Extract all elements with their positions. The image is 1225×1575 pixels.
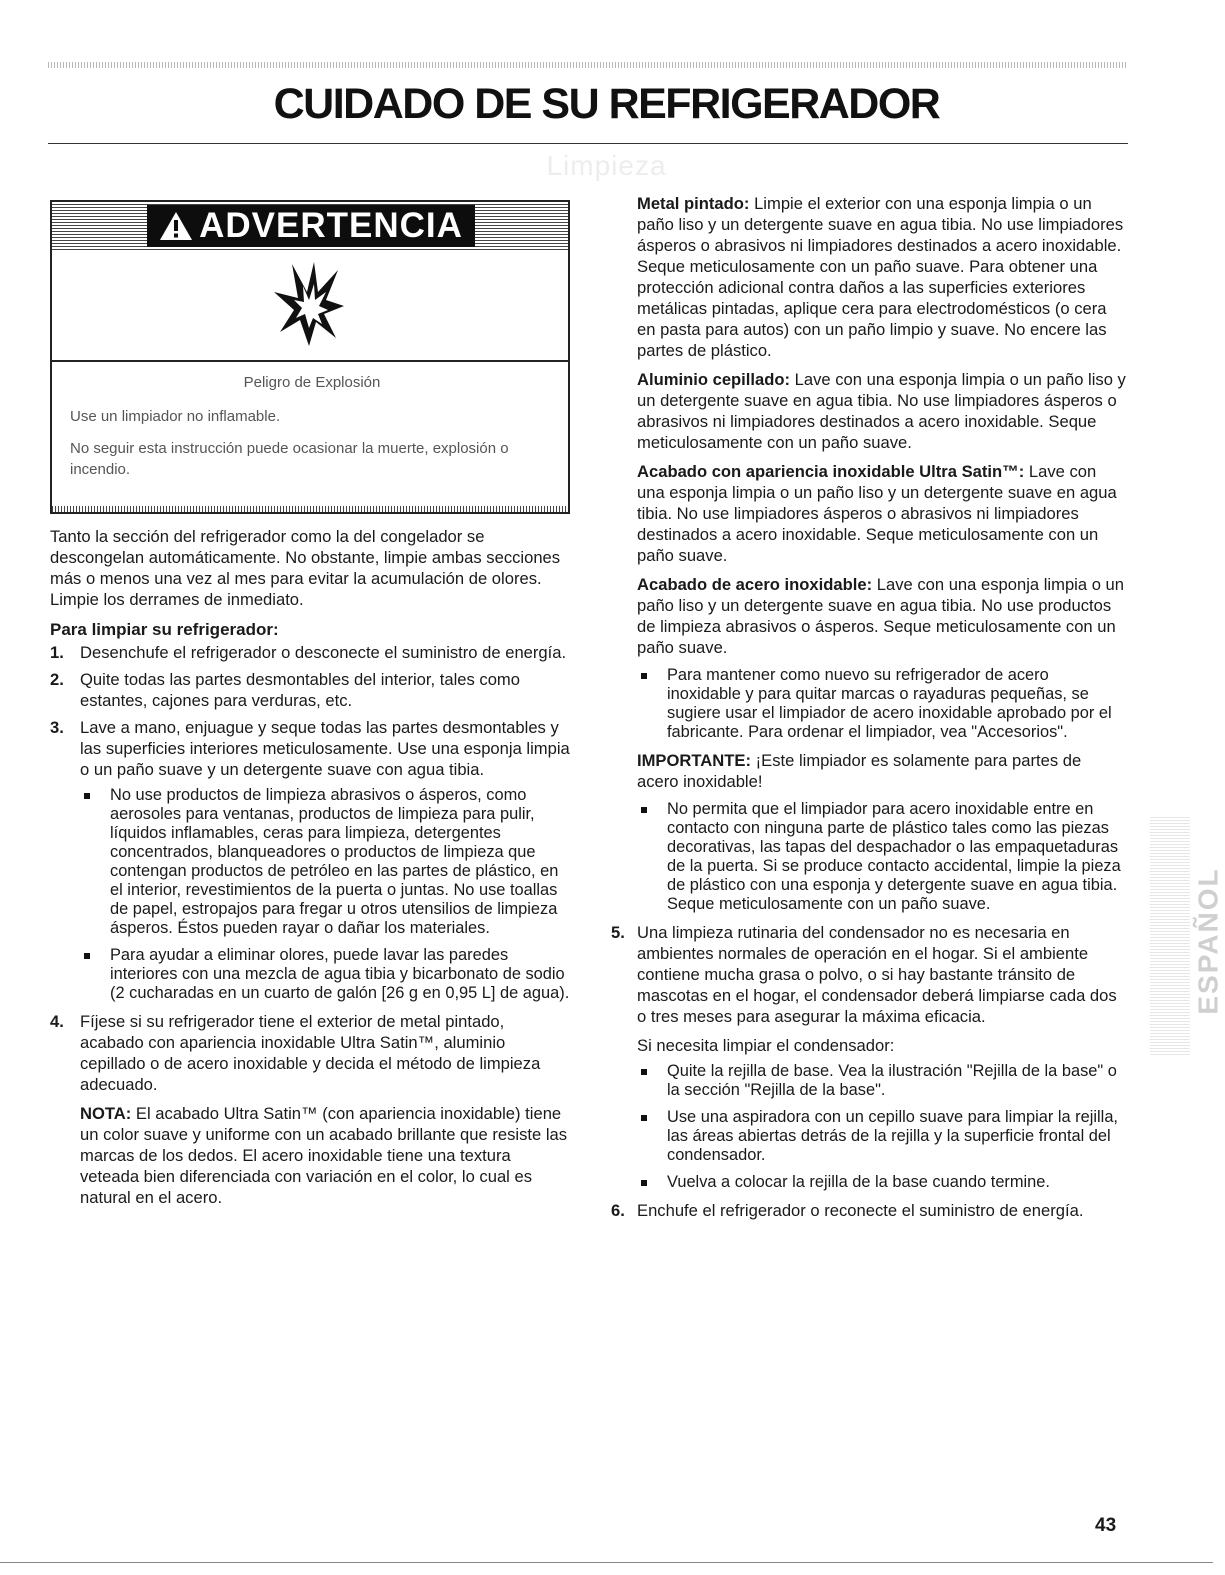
step-item xyxy=(50,669,570,711)
stainless-paragraph xyxy=(637,574,1127,658)
important-bullets xyxy=(637,800,1127,914)
warning-body xyxy=(52,362,568,506)
step-3-bullets xyxy=(80,786,570,1003)
condenser-subtext: Si necesita limpiar el condensador: xyxy=(637,1036,895,1055)
brushed-aluminum-label: Aluminio cepillado: xyxy=(637,370,791,389)
painted-metal-paragraph xyxy=(637,193,1127,361)
step-text: Quite todas las partes desmontables del interior, tales como estantes, cajones para verduras, etc. xyxy=(80,669,520,710)
left-column xyxy=(50,200,570,1214)
warning-hazard: Peligro de Explosión xyxy=(243,374,381,391)
bullet-item xyxy=(637,666,1127,742)
bottom-rule xyxy=(0,1562,1213,1563)
brushed-aluminum-text: Lave con una esponja limpia o un paño liso y un detergente suave en agua tibia. No use limpiadores ásperos o abrasivos ni limpiadores destinados a acero inoxidable. Seque meticulosamente con un paño suave. xyxy=(637,370,1126,452)
bullet-square-icon xyxy=(641,807,647,813)
warning-box xyxy=(50,200,570,514)
warning-triangle-icon xyxy=(159,211,193,241)
note-label: NOTA: xyxy=(80,1103,132,1123)
explosion-icon xyxy=(274,262,344,348)
warning-line-1: Use un limpiador no inflamable. xyxy=(70,408,281,425)
bullet-text: No use productos de limpieza abrasivos o ásperos, como aerosoles para ventanas, productos de limpieza para pulir, líquidos inflamables, ceras para limpieza, detergentes concentrados, blanqueadores o productos de limpieza que contengan productos de petróleo en las partes de plástico, en el interior, revestimientos de la puerta o juntas. No use toallas de papel, estropajos para fregar u otros utensilios de limpieza ásperos. Éstos pueden rayar o dañar los materiales. xyxy=(110,785,559,937)
step-number: 6. xyxy=(611,1201,625,1220)
bullet-text: Use una aspiradora con un cepillo suave para limpiar la rejilla, las áreas abiertas detrás de la rejilla y la superficie frontal del condensador. xyxy=(667,1108,1118,1164)
step-number: 4. xyxy=(50,1011,64,1031)
bullet-item xyxy=(637,800,1127,914)
warning-header xyxy=(52,202,568,250)
right-column xyxy=(611,193,1127,1227)
stainless-label: Acabado de acero inoxidable: xyxy=(637,575,873,594)
step-item xyxy=(611,1200,1127,1221)
warning-symbol-area xyxy=(52,250,568,362)
step-item xyxy=(50,1011,570,1208)
bullet-square-icon xyxy=(641,1115,647,1121)
warning-badge xyxy=(147,205,475,247)
bullet-square-icon xyxy=(641,1180,647,1186)
step-number: 3. xyxy=(50,717,64,737)
step-text: Desenchufe el refrigerador o desconecte el suministro de energía. xyxy=(80,642,567,662)
bullet-item xyxy=(637,1108,1127,1165)
important-paragraph xyxy=(637,750,1127,792)
bullet-square-icon xyxy=(84,793,90,799)
step-item xyxy=(50,717,570,1003)
cleaning-subheading: Para limpiar su refrigerador: xyxy=(50,619,279,639)
painted-metal-text: Limpie el exterior con una esponja limpia o un paño liso y un detergente suave en agua tibia. No use limpiadores ásperos o abrasivos ni limpiadores destinados a acero inoxidable. Seque meticulosamente con un paño suave. Para obtener una protección adicional contra daños a las superficies exteriores metálicas pintadas, aplique cera para electrodomésticos (o cera en pasta para autos) con un paño limpio y suave. No encere las partes de plástico. xyxy=(637,194,1124,360)
page-number: 43 xyxy=(1095,1515,1117,1536)
brushed-aluminum-paragraph xyxy=(637,369,1127,453)
ultra-satin-paragraph xyxy=(637,461,1127,566)
step-text: Una limpieza rutinaria del condensador no es necesaria en ambientes normales de operación en el hogar. Si el ambiente contiene mucha grasa o polvo, o si hay bastante tránsito de mascotas en el hogar, el condensador deberá limpiarse cada dos o tres meses para asegurar la máxima eficacia. xyxy=(637,923,1117,1026)
step-number: 2. xyxy=(50,669,64,689)
page-title: CUIDADO DE SU REFRIGERADOR xyxy=(273,80,940,128)
section-heading: Limpieza xyxy=(546,150,667,181)
warning-bottom-band xyxy=(52,506,568,512)
bullet-text: Quite la rejilla de base. Vea la ilustración "Rejilla de la base" o la sección "Rejilla de la base". xyxy=(667,1062,1117,1099)
step-item xyxy=(611,922,1127,1192)
bullet-item xyxy=(80,946,570,1003)
language-side-tab xyxy=(1150,815,1190,1055)
bullet-text: Para mantener como nuevo su refrigerador de acero inoxidable y para quitar marcas o rayaduras pequeñas, se sugiere usar el limpiador de acero inoxidable aprobado por el fabricante. Para ordenar el limpiador, vea "Accesorios". xyxy=(667,666,1112,741)
ultra-satin-label: Acabado con apariencia inoxidable Ultra Satin™: xyxy=(637,462,1025,481)
step-text: Enchufe el refrigerador o reconecte el suministro de energía. xyxy=(637,1201,1084,1220)
bullet-item xyxy=(80,786,570,938)
warning-label: ADVERTENCIA xyxy=(199,206,463,245)
language-side-tab-label: ESPAÑOL xyxy=(1192,867,1224,1015)
step-text: Fíjese si su refrigerador tiene el exterior de metal pintado, acabado con apariencia inoxidable Ultra Satin™, aluminio cepillado o de acero inoxidable y decida el método de limpieza adecuado. xyxy=(80,1011,541,1094)
condenser-steps xyxy=(611,922,1127,1221)
step-item xyxy=(50,642,570,663)
bullet-text: No permita que el limpiador para acero inoxidable entre en contacto con ninguna parte de plástico tales como las piezas decorativas, las tapas del despachador o las empaquetaduras de la puerta. Si se produce contacto accidental, limpie la pieza de plástico con una esponja y detergente suave en agua tibia. Seque meticulosamente con un paño suave. xyxy=(667,800,1121,913)
bullet-square-icon xyxy=(641,1069,647,1075)
important-label: IMPORTANTE: xyxy=(637,751,751,770)
painted-metal-label: Metal pintado: xyxy=(637,194,750,213)
ultra-satin-text: Lave con una esponja limpia o un paño liso y un detergente suave en agua tibia. No use limpiadores ásperos o abrasivos ni limpiadores destinados a acero inoxidable. Seque meticulosamente con un paño suave. xyxy=(637,462,1117,565)
bullet-item xyxy=(637,1173,1127,1192)
bullet-square-icon xyxy=(84,953,90,959)
cleaning-steps xyxy=(50,642,570,1208)
warning-line-2: No seguir esta instrucción puede ocasionar la muerte, explosión o incendio. xyxy=(70,440,509,478)
note-text: El acabado Ultra Satin™ (con apariencia inoxidable) tiene un color suave y uniforme con un acabado brillante que resiste las marcas de los dedos. El acero inoxidable tiene una textura veteada bien diferenciada con variación en el color, lo cual es natural en el acero. xyxy=(80,1103,568,1207)
note-paragraph xyxy=(80,1103,570,1208)
bullet-text: Vuelva a colocar la rejilla de la base cuando termine. xyxy=(667,1173,1050,1191)
bullet-square-icon xyxy=(641,673,647,679)
intro-paragraph: Tanto la sección del refrigerador como la del congelador se descongelan automáticamente. No obstante, limpie ambas secciones más o menos una vez al mes para evitar la acumulación de olores. Limpie los derrames de inmediato. xyxy=(50,526,561,609)
condenser-bullets xyxy=(637,1062,1127,1192)
step-number: 1. xyxy=(50,642,64,662)
step-number: 5. xyxy=(611,923,625,942)
step-text: Lave a mano, enjuague y seque todas las partes desmontables y las superficies interiores meticulosamente. Use una esponja limpia o un paño suave y un detergente suave con agua tibia. xyxy=(80,717,570,779)
bullet-item xyxy=(637,1062,1127,1100)
title-rule xyxy=(48,143,1128,144)
important-text: ¡Este limpiador es solamente para partes de acero inoxidable! xyxy=(637,751,1082,791)
stainless-text: Lave con una esponja limpia o un paño liso y un detergente suave en agua tibia. No use productos de limpieza abrasivos o ásperos. Seque meticulosamente con un paño suave. xyxy=(637,575,1124,657)
stainless-bullets xyxy=(637,666,1127,742)
bullet-text: Para ayudar a eliminar olores, puede lavar las paredes interiores con una mezcla de agua tibia y bicarbonato de sodio (2 cucharadas en un cuarto de galón [26 g en 0,95 L] de agua). xyxy=(110,945,570,1002)
top-dotted-rule xyxy=(48,62,1128,68)
